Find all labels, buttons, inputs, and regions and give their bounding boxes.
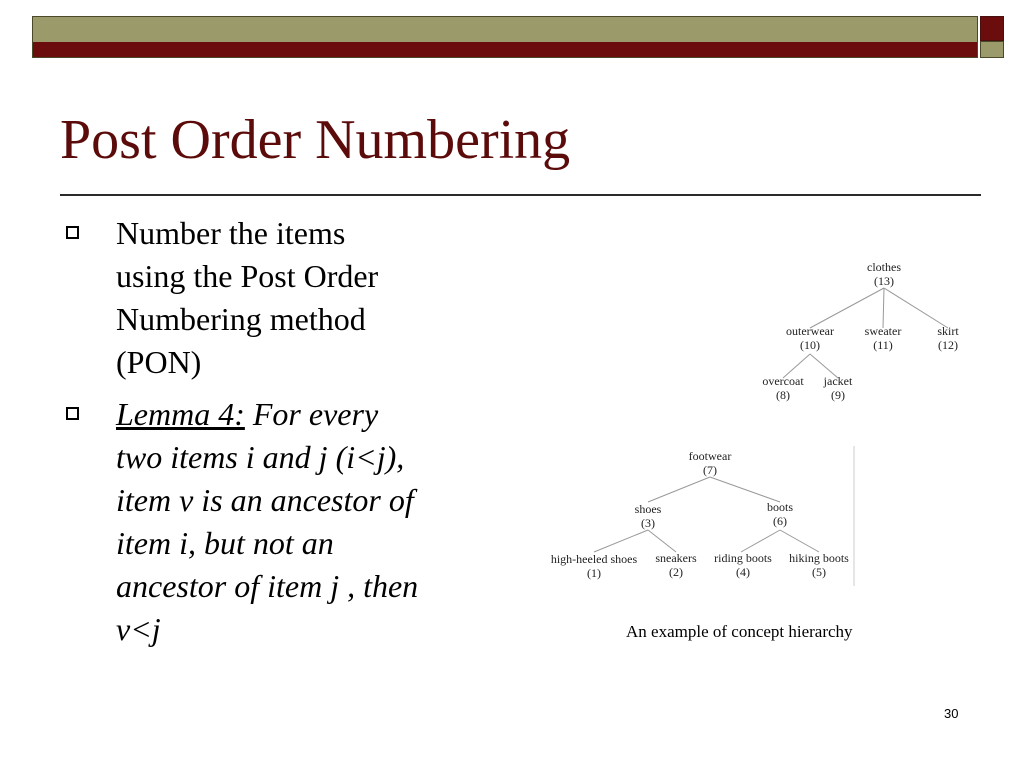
tree-node-sweater: [865, 324, 902, 352]
tree-node-hiking-boots: [789, 551, 849, 579]
node-number: (6): [772, 514, 787, 528]
footwear-hierarchy-tree: [540, 446, 865, 586]
bullet-line: Numbering method: [116, 301, 366, 337]
node-label: outerwear: [786, 324, 834, 338]
bullet-item-lemma: [66, 393, 506, 651]
node-number: (2): [668, 565, 683, 579]
node-number: (10): [799, 338, 820, 352]
title-divider: [60, 194, 981, 196]
lemma-first-rest: For every: [244, 396, 379, 432]
tree-node-high-heeled-shoes: [551, 552, 637, 580]
lemma-line: two items i and j (i<j),: [116, 439, 405, 475]
bullet-text: [116, 212, 506, 384]
tree-node-outerwear: [786, 324, 834, 352]
node-number: (7): [703, 463, 717, 477]
node-number: (9): [831, 388, 845, 402]
tree-node-clothes: [867, 260, 901, 288]
node-label: shoes: [634, 502, 662, 516]
banner-maroon-band: [33, 42, 977, 57]
lemma-first-line: [116, 393, 506, 436]
node-label: high-heeled shoes: [550, 552, 638, 566]
node-number: (13): [874, 274, 894, 288]
node-number: (1): [587, 566, 601, 580]
banner-olive-band: [33, 17, 977, 42]
node-number: (11): [873, 338, 893, 352]
node-label: clothes: [867, 260, 901, 274]
node-label: footwear: [688, 449, 732, 463]
bullet-line: Number the items: [116, 215, 346, 251]
node-label: sweater: [864, 324, 902, 338]
corner-maroon-square: [980, 16, 1004, 41]
lemma-text: [116, 393, 506, 651]
node-number: (8): [776, 388, 790, 402]
tree-node-sneakers: [655, 551, 696, 579]
node-label: overcoat: [762, 374, 804, 388]
bullet-line: using the Post Order: [116, 258, 379, 294]
tree-node-riding-boots: [714, 551, 772, 579]
node-number: (12): [938, 338, 958, 352]
corner-olive-square: [980, 41, 1004, 58]
node-label: hiking boots: [789, 551, 849, 565]
tree-node-footwear: [689, 449, 732, 477]
node-label: jacket: [823, 374, 853, 388]
lemma-line: item i, but not an: [116, 525, 334, 561]
lemma-line: ancestor of item j , then: [116, 568, 419, 604]
node-number: (4): [735, 565, 750, 579]
page-number: 30: [944, 706, 959, 721]
node-number: (5): [811, 565, 826, 579]
lemma-line: item v is an ancestor of: [116, 482, 414, 518]
tree-node-shoes: [635, 502, 662, 530]
slide-title: Post Order Numbering: [60, 109, 571, 171]
node-number: (3): [640, 516, 655, 530]
figure-caption: An example of concept hierarchy: [626, 622, 853, 641]
lemma-line: v<j: [116, 611, 161, 647]
node-label: boots: [766, 500, 794, 514]
tree-node-jacket: [824, 374, 853, 402]
hollow-square-bullet-icon: [66, 407, 79, 420]
clothes-hierarchy-tree: [740, 258, 980, 403]
hollow-square-bullet-icon: [66, 226, 79, 239]
bullet-item-pon: [66, 212, 506, 384]
bullet-line: (PON): [116, 344, 202, 380]
tree-node-boots: [767, 500, 793, 528]
tree-node-skirt: [937, 324, 958, 352]
node-label: skirt: [937, 324, 959, 338]
bullet-list: [66, 212, 506, 660]
node-label: riding boots: [714, 551, 772, 565]
top-banner: [32, 16, 978, 58]
lemma-label: Lemma 4:: [116, 396, 245, 432]
node-label: sneakers: [655, 551, 697, 565]
tree-node-overcoat: [762, 374, 803, 402]
